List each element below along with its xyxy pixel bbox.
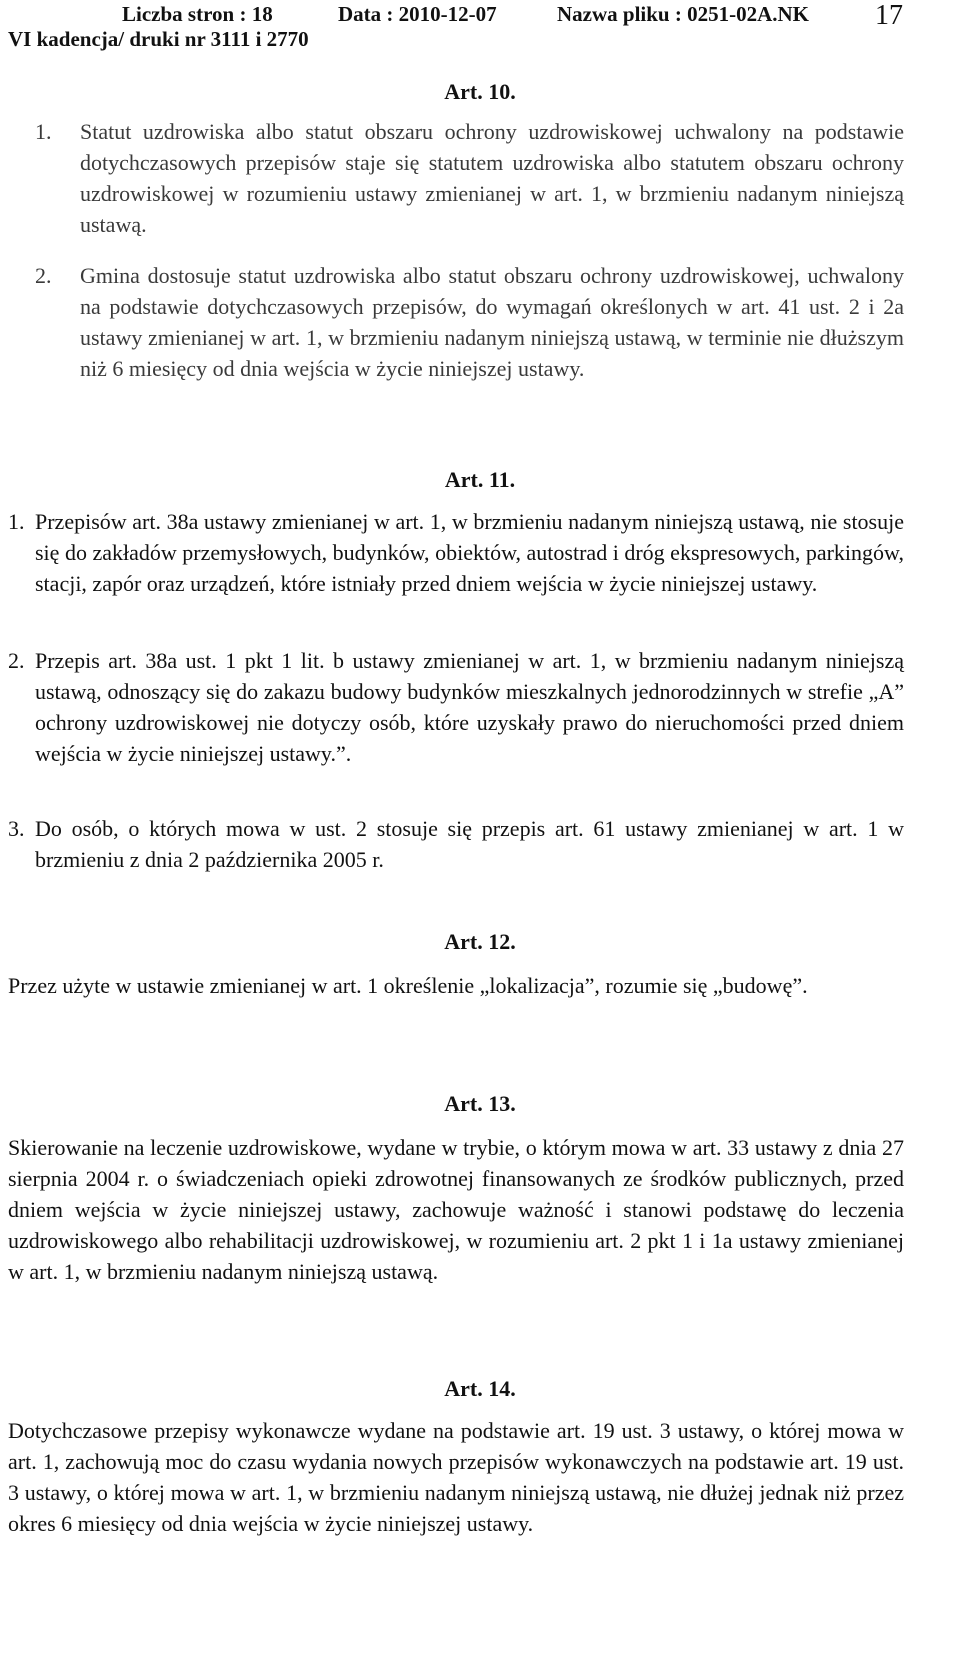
art-14-text: Dotychczasowe przepisy wykonawcze wydane na podstawie art. 19 ust. 3 ustawy, o której mowa w art. 1, zachowują moc do czasu wydania nowych przepisów wykonawczych na podstawie art. 19 ust. 3 ustawy, o której mowa w art. 1, w brzmieniu nadanym niniejszą ustawą, nie dłużej jednak niż przez okres 6 miesięcy od dnia wejścia w życie niniejszej ustawy. xyxy=(8,1418,904,1536)
header-page-count: Liczba stron : 18 xyxy=(122,2,273,26)
paragraph-number: 1. xyxy=(35,119,52,144)
art-11-title: Art. 11. xyxy=(444,467,516,492)
art-11-paragraph-1 xyxy=(8,506,904,599)
art-13-text: Skierowanie na leczenie uzdrowiskowe, wydane w trybie, o którym mowa w art. 33 ustawy z dnia 27 sierpnia 2004 r. o świadczeniach opieki zdrowotnej finansowanych ze środków publicznych, przed dniem wejścia w życie niniejszej ustawy, zachowuje ważność i stanowi podstawę do leczenia uzdrowiskowego albo rehabilitacji uzdrowiskowej, w rozumieniu art. 2 pkt 1 i 1a ustawy zmienianej w art. 1, w brzmieniu nadanym niniejszą ustawą. xyxy=(8,1135,904,1284)
header-cadence: VI kadencja/ druki nr 3111 i 2770 xyxy=(8,27,309,51)
art-11-paragraph-3 xyxy=(8,813,904,875)
art-13-title: Art. 13. xyxy=(444,1091,516,1116)
art-10-paragraph-2 xyxy=(35,260,904,384)
paragraph-number: 3. xyxy=(8,816,25,841)
header-filename: Nazwa pliku : 0251-02A.NK xyxy=(557,2,810,26)
art-12-text: Przez użyte w ustawie zmienianej w art. 1 określenie „lokalizacja”, rozumie się „budowę”. xyxy=(8,973,808,998)
page-number: 17 xyxy=(875,0,903,31)
art-10-paragraph-1 xyxy=(35,116,904,240)
paragraph-text: Do osób, o których mowa w ust. 2 stosuje się przepis art. 61 ustawy zmienianej w art. 1 w brzmieniu z dnia 2 października 2005 r. xyxy=(35,816,904,872)
paragraph-text: Statut uzdrowiska albo statut obszaru ochrony uzdrowiskowej uchwalony na podstawie dotychczasowych przepisów staje się statutem uzdrowiska albo statutem obszaru ochrony uzdrowiskowej w rozumieniu ustawy zmienianej w art. 1, w brzmieniu nadanym niniejszą ustawą. xyxy=(80,119,904,237)
paragraph-text: Przepis art. 38a ust. 1 pkt 1 lit. b ustawy zmienianej w art. 1, w brzmieniu nadanym niniejszą ustawą, odnoszący się do zakazu budowy budynków mieszkalnych jednorodzinnych w strefie „A” ochrony uzdrowiskowej nie dotyczy osób, które uzyskały prawo do nieruchomości przed dniem wejścia w życie niniejszej ustawy.”. xyxy=(35,648,904,766)
paragraph-number: 2. xyxy=(35,263,52,288)
paragraph-number: 1. xyxy=(8,509,25,534)
art-12-title: Art. 12. xyxy=(444,929,516,954)
art-11-paragraph-2 xyxy=(8,645,904,769)
header-date: Data : 2010-12-07 xyxy=(338,2,497,26)
art-10-title: Art. 10. xyxy=(444,79,516,104)
paragraph-number: 2. xyxy=(8,648,25,673)
art-14-title: Art. 14. xyxy=(444,1376,516,1401)
paragraph-text: Przepisów art. 38a ustawy zmienianej w art. 1, w brzmieniu nadanym niniejszą ustawą, nie stosuje się do zakładów przemysłowych, budynków, obiektów, autostrad i dróg ekspresowych, parkingów, stacji, zapór oraz urządzeń, które istniały przed dniem wejścia w życie niniejszej ustawy. xyxy=(35,509,904,596)
paragraph-text: Gmina dostosuje statut uzdrowiska albo statut obszaru ochrony uzdrowiskowej, uchwalony na podstawie dotychczasowych przepisów, do wymagań określonych w art. 41 ust. 2 i 2a ustawy zmienianej w art. 1, w brzmieniu nadanym niniejszą ustawą, w terminie nie dłuższym niż 6 miesięcy od dnia wejścia w życie niniejszej ustawy. xyxy=(80,263,904,381)
